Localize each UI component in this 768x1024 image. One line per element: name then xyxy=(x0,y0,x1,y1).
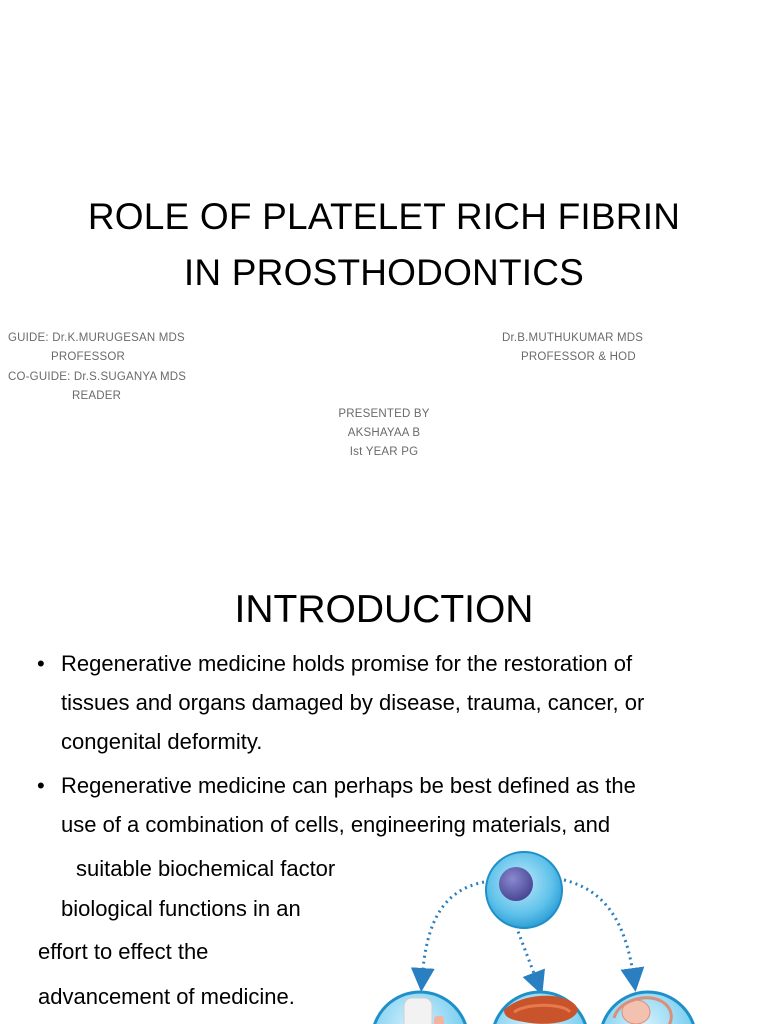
bullet-2-line-5: effort to effect the xyxy=(38,939,209,964)
bullet-1-line-2: tissues and organs damaged by disease, trauma, cancer, or xyxy=(61,690,645,715)
bullet-1-line-3: congenital deformity. xyxy=(61,729,263,754)
coguide-name: CO-GUIDE: Dr.S.SUGANYA MDS xyxy=(8,371,187,383)
bullet-2-line-3: suitable biochemical factor xyxy=(76,856,336,881)
bone-tissue-icon xyxy=(372,992,468,1024)
presenter-year: Ist YEAR PG xyxy=(349,446,419,458)
bullet-marker-1: • xyxy=(37,651,45,676)
hod-role: PROFESSOR & HOD xyxy=(521,351,636,363)
presenter-name: AKSHAYAA B xyxy=(347,427,421,439)
bullet-2-line-1: Regenerative medicine can perhaps be best defined as the xyxy=(61,773,636,798)
introduction-slide xyxy=(0,566,768,1024)
stem-cell-icon xyxy=(486,852,562,928)
arrow-to-bone xyxy=(422,882,484,980)
bullet-marker-2: • xyxy=(37,773,45,798)
bullet-2-line-4: biological functions in an xyxy=(61,896,301,921)
bullet-2-line-2: use of a combination of cells, engineering materials, and xyxy=(61,812,611,837)
guide-role: PROFESSOR xyxy=(51,351,126,363)
presented-by-label: PRESENTED BY xyxy=(338,408,430,420)
hod-name: Dr.B.MUTHUKUMAR MDS xyxy=(502,332,644,344)
brain-organ-icon xyxy=(600,992,696,1024)
bullet-2-line-6: advancement of medicine. xyxy=(38,984,295,1009)
slide-title-line-1: ROLE OF PLATELET RICH FIBRIN xyxy=(87,196,681,237)
slide-title-line-2: IN PROSTHODONTICS xyxy=(183,252,585,293)
guide-name: GUIDE: Dr.K.MURUGESAN MDS xyxy=(8,332,185,344)
arrow-to-brain xyxy=(564,880,634,980)
arrow-to-liver xyxy=(516,926,538,984)
coguide-role: READER xyxy=(72,390,122,402)
liver-organ-icon xyxy=(492,992,588,1024)
regeneration-diagram xyxy=(364,840,768,1024)
bullet-1-line-1: Regenerative medicine holds promise for the restoration of xyxy=(61,651,633,676)
introduction-heading: INTRODUCTION xyxy=(234,588,534,631)
